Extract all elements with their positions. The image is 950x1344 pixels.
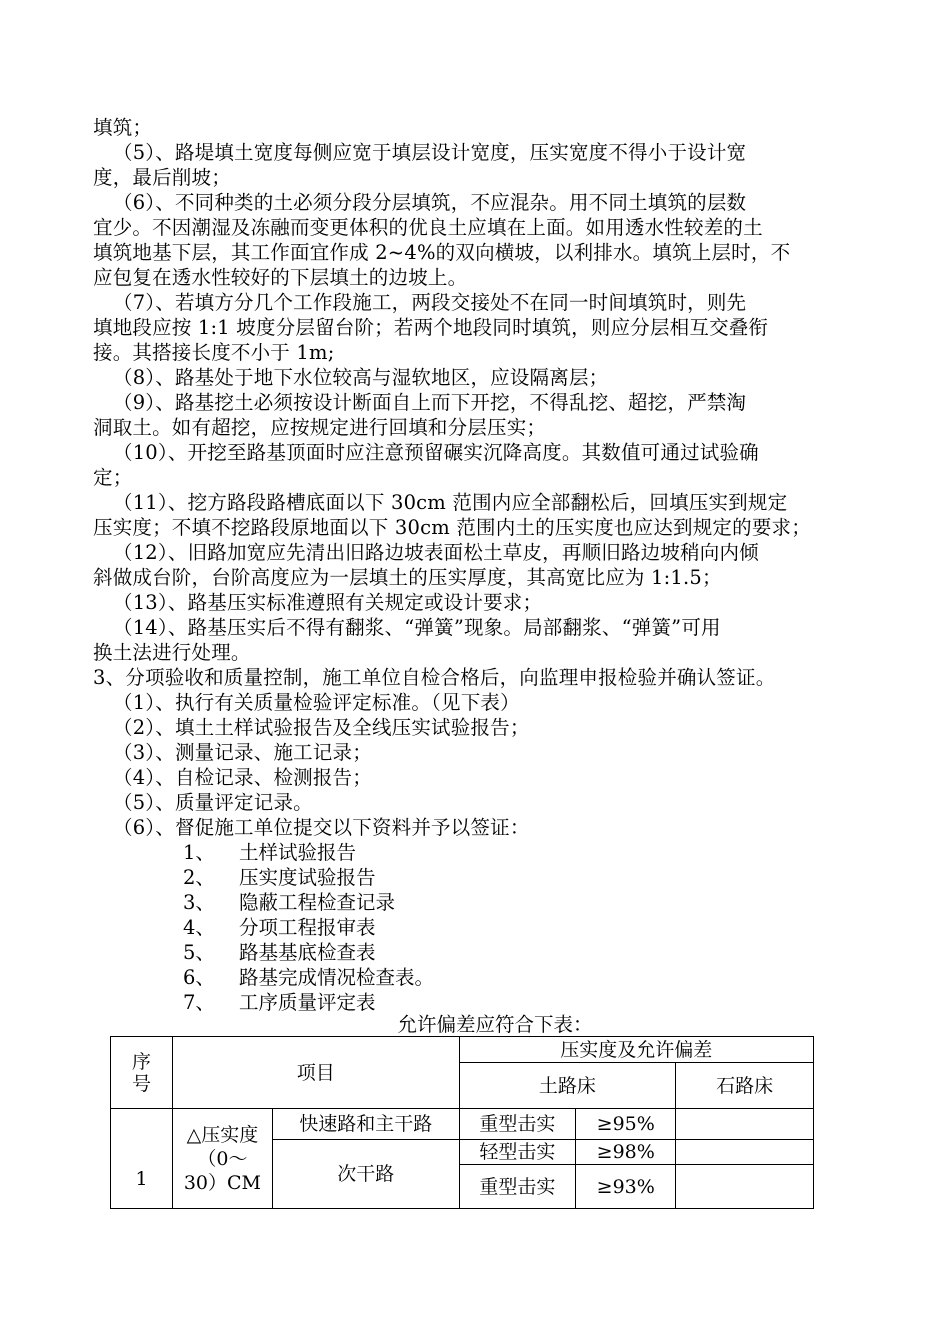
list-item — [183, 916, 376, 940]
compaction-method-cell: 重型击实 — [459, 1165, 576, 1209]
list-number: 2、 — [183, 866, 215, 889]
text-line: 接。其搭接长度不小于 1m; — [93, 341, 335, 364]
list-number: 7、 — [183, 991, 215, 1014]
row-number: 1 — [111, 1109, 173, 1209]
tolerance-table — [110, 1036, 814, 1209]
text-line: （11）、挖方路段路槽底面以下 30cm 范围内应全部翻松后，回填压实到规定 — [113, 491, 788, 514]
text-line: （6）、不同种类的土必须分段分层填筑，不应混杂。用不同土填筑的层数 — [113, 191, 747, 214]
text-line: （5）、质量评定记录。 — [113, 791, 313, 814]
header-item: 项目 — [172, 1037, 459, 1109]
text-line: （4）、自检记录、检测报告； — [113, 766, 372, 789]
compaction-value-cell: ≥98% — [576, 1140, 676, 1165]
text-line: 填筑； — [93, 116, 153, 139]
text-line: 定； — [93, 466, 133, 489]
list-text: 工序质量评定表 — [239, 991, 376, 1014]
list-text: 分项工程报审表 — [239, 916, 376, 939]
header-seq: 序号 — [111, 1037, 173, 1109]
header-stone-bed: 石路床 — [676, 1063, 814, 1109]
text-line: （9）、路基挖土必须按设计断面自上而下开挖，不得乱挖、超挖，严禁淘 — [113, 391, 747, 414]
section-heading: 3、分项验收和质量控制，施工单位自检合格后，向监理申报检验并确认签证。 — [93, 666, 776, 689]
text-line: 斜做成台阶，台阶高度应为一层填土的压实厚度，其高宽比应为 1:1.5； — [93, 566, 722, 589]
text-line: 度，最后削坡； — [93, 166, 231, 189]
text-line: 压实度；不填不挖路段原地面以下 30cm 范围内土的压实度也应达到规定的要求； — [93, 516, 811, 539]
list-item — [183, 866, 376, 890]
text-line: （14）、路基压实后不得有翻浆、“弹簧”现象。局部翻浆、“弹簧”可用 — [113, 616, 721, 639]
header-compaction: 压实度及允许偏差 — [459, 1037, 813, 1063]
compaction-value-cell: ≥93% — [576, 1165, 676, 1209]
table-caption: 允许偏差应符合下表： — [397, 1013, 593, 1036]
text-line: 洞取土。如有超挖，应按规定进行回填和分层压实； — [93, 416, 547, 439]
text-line: 应包复在透水性较好的下层填土的边坡上。 — [93, 266, 468, 289]
compaction-method-cell: 轻型击实 — [459, 1140, 576, 1165]
text-line: （3）、测量记录、施工记录； — [113, 741, 372, 764]
text-line: 宜少。不因潮湿及冻融而变更体积的优良土应填在上面。如用透水性较差的土 — [93, 216, 763, 239]
text-line: 填筑地基下层，其工作面宜作成 2~4%的双向横坡，以利排水。填筑上层时，不 — [93, 241, 791, 264]
list-number: 3、 — [183, 891, 215, 914]
list-number: 4、 — [183, 916, 215, 939]
text-line: （10）、开挖至路基顶面时应注意预留碾实沉降高度。其数值可通过试验确 — [113, 441, 759, 464]
header-soil-bed: 土路床 — [459, 1063, 676, 1109]
list-text: 土样试验报告 — [239, 841, 357, 864]
compaction-method-cell: 重型击实 — [459, 1109, 576, 1140]
list-text: 隐蔽工程检查记录 — [239, 891, 396, 914]
list-item — [183, 941, 376, 965]
text-line: 填地段应按 1:1 坡度分层留台阶；若两个地段同时填筑，则应分层相互交叠衔 — [93, 316, 769, 339]
road-class-cell: 次干路 — [272, 1140, 459, 1209]
list-text: 路基完成情况检查表。 — [239, 966, 435, 989]
text-line: （13）、路基压实标准遵照有关规定或设计要求； — [113, 591, 543, 614]
list-text: 压实度试验报告 — [239, 866, 376, 889]
row-item: △压实度（0～30）CM — [172, 1109, 272, 1209]
list-number: 1、 — [183, 841, 215, 864]
text-line: （8）、路基处于地下水位较高与湿软地区，应设隔离层； — [113, 366, 609, 389]
compaction-value-cell: ≥95% — [576, 1109, 676, 1140]
list-item — [183, 841, 356, 865]
text-line: （2）、填土土样试验报告及全线压实试验报告； — [113, 716, 530, 739]
stone-value-cell — [676, 1165, 814, 1209]
stone-value-cell — [676, 1140, 814, 1165]
road-class-cell: 快速路和主干路 — [272, 1109, 459, 1140]
text-line: （5）、路堤填土宽度每侧应宽于填层设计宽度，压实宽度不得小于设计宽 — [113, 141, 747, 164]
text-line: （1）、执行有关质量检验评定标准。（见下表） — [113, 691, 520, 714]
list-item — [183, 991, 376, 1015]
text-line: 换土法进行处理。 — [93, 641, 251, 664]
list-text: 路基基底检查表 — [239, 941, 376, 964]
text-line: （7）、若填方分几个工作段施工，两段交接处不在同一时间填筑时，则先 — [113, 291, 747, 314]
list-item — [183, 891, 395, 915]
list-number: 6、 — [183, 966, 215, 989]
text-line: （12）、旧路加宽应先清出旧路边坡表面松土草皮，再顺旧路边坡稍向内倾 — [113, 541, 759, 564]
stone-value-cell — [676, 1109, 814, 1140]
list-item — [183, 966, 434, 990]
text-line: （6）、督促施工单位提交以下资料并予以签证： — [113, 816, 530, 839]
list-number: 5、 — [183, 941, 215, 964]
